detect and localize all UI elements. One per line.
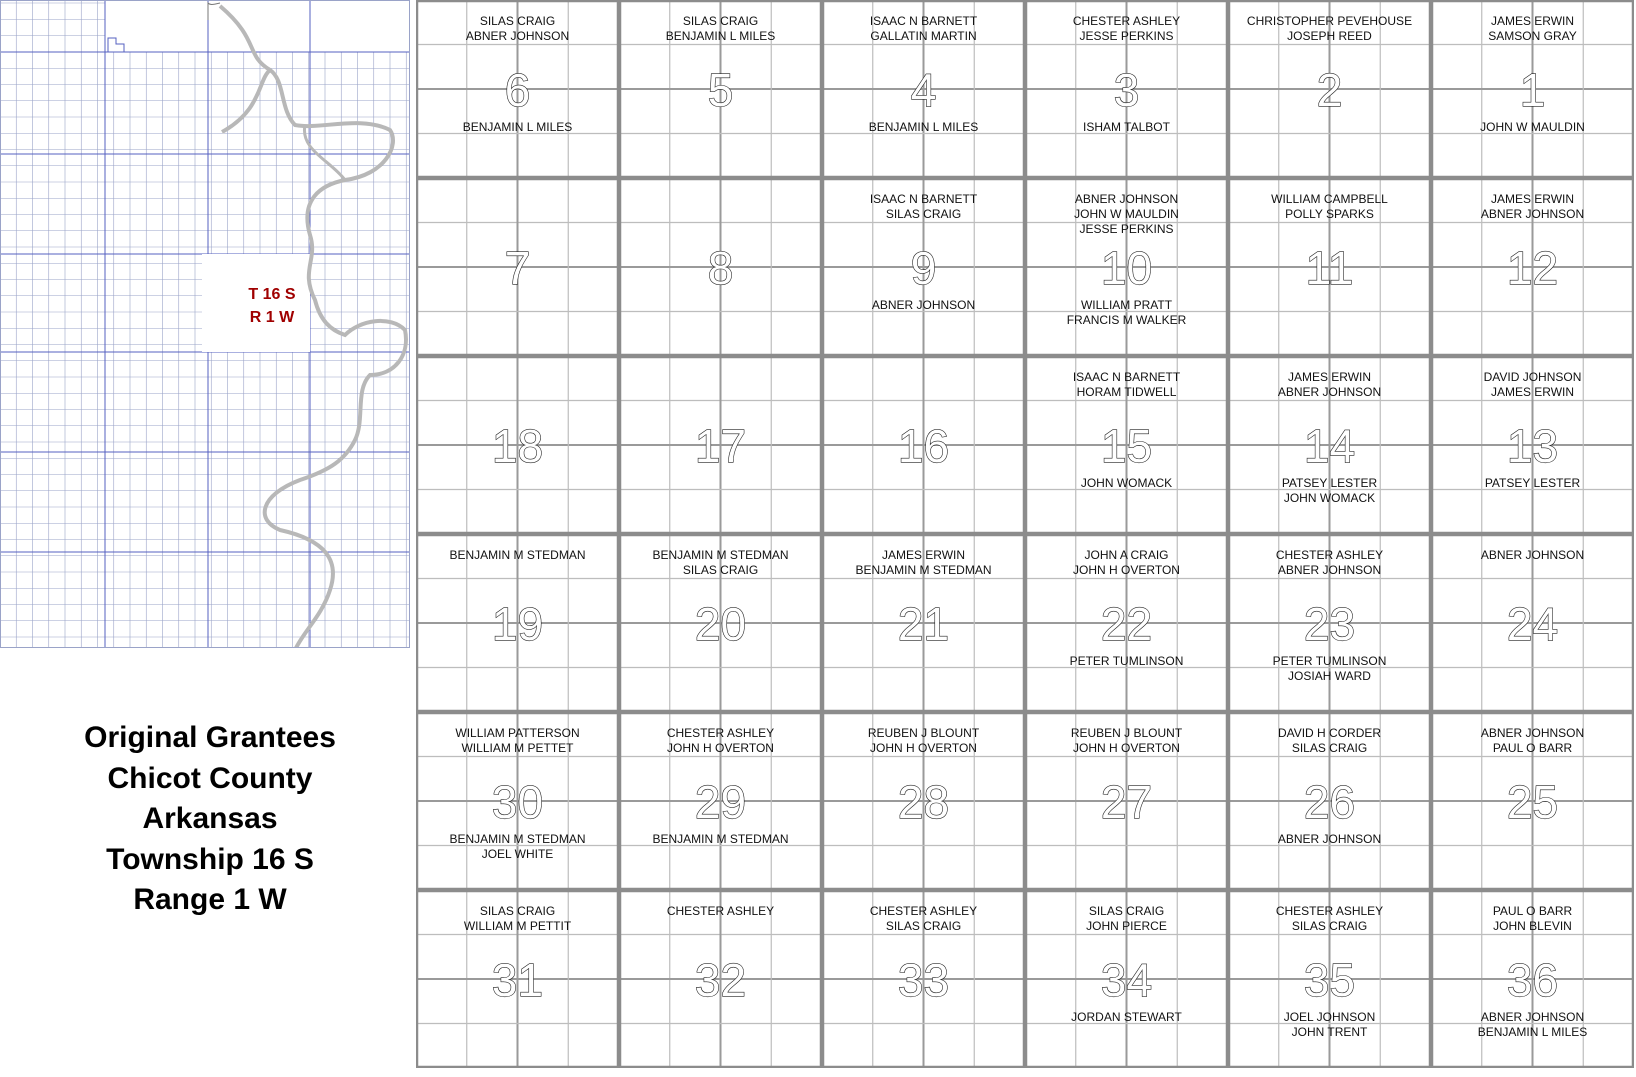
grantee-name: BENJAMIN M STEDMAN (855, 563, 992, 577)
section-number: 21 (897, 598, 950, 650)
grantee-names-top (619, 14, 822, 44)
section-17[interactable] (619, 356, 822, 534)
grantee-name: PATSEY LESTER (1484, 476, 1581, 490)
grantee-name: BENJAMIN M STEDMAN (652, 832, 789, 846)
grantee-names-top (1431, 726, 1634, 756)
grantee-names-bottom (1025, 298, 1228, 328)
boundary-notch (208, 3, 220, 20)
section-number: 32 (694, 954, 747, 1006)
section-20[interactable] (619, 534, 822, 712)
grantee-names-top (1025, 548, 1228, 578)
grantee-name: ABNER JOHNSON (1480, 726, 1585, 740)
grantee-name: BENJAMIN L MILES (462, 120, 573, 134)
section-number: 26 (1303, 776, 1356, 828)
grantee-name: JOHN H OVERTON (1073, 563, 1180, 577)
grantee-name: JOHN PIERCE (1086, 919, 1167, 933)
grantee-name: PETER TUMLINSON (1272, 654, 1387, 668)
section-number: 18 (491, 420, 544, 472)
section-number: 35 (1303, 954, 1356, 1006)
section-13[interactable] (1431, 356, 1634, 534)
grantee-name: SILAS CRAIG (885, 919, 962, 933)
section-number: 9 (910, 242, 937, 294)
grantee-name: SILAS CRAIG (1291, 919, 1368, 933)
section-18[interactable] (416, 356, 619, 534)
grantee-name: HORAM TIDWELL (1076, 385, 1177, 399)
grantee-name: PETER TUMLINSON (1069, 654, 1184, 668)
section-number: 7 (504, 242, 531, 294)
grantee-name: JOHN WOMACK (1080, 476, 1173, 490)
grantee-name: CHESTER ASHLEY (1072, 14, 1181, 28)
grantee-names-bottom (1431, 1010, 1634, 1040)
grantee-name: BENJAMIN L MILES (665, 29, 776, 43)
grantee-name: JOHN W MAULDIN (1480, 120, 1585, 134)
grantee-name: JAMES ERWIN (1490, 14, 1575, 28)
section-number: 10 (1100, 242, 1153, 294)
grantee-name: JOSEPH REED (1287, 29, 1372, 43)
grantee-name: JOSIAH WARD (1288, 669, 1371, 683)
section-number: 4 (910, 64, 937, 116)
grantee-name: ABNER JOHNSON (1480, 207, 1585, 221)
grantee-names-top (416, 726, 619, 756)
locator-notch (108, 38, 124, 52)
grantee-name: GALLATIN MARTIN (870, 29, 977, 43)
grantee-name: SILAS CRAIG (885, 207, 962, 221)
section-32[interactable] (619, 890, 822, 1068)
grantee-names-top (1025, 14, 1228, 44)
grantee-name: JAMES ERWIN (1490, 192, 1575, 206)
grantee-name: DAVID JOHNSON (1483, 370, 1582, 384)
grantee-names-bottom (1025, 120, 1228, 135)
grantee-names-bottom (822, 298, 1025, 313)
grantee-name: JOHN H OVERTON (667, 741, 774, 755)
grantee-name: JOEL WHITE (481, 847, 554, 861)
section-33[interactable] (822, 890, 1025, 1068)
grantee-name: WILLIAM PATTERSON (455, 726, 580, 740)
grantee-names-top (1228, 370, 1431, 400)
grantee-name: REUBEN J BLOUNT (1070, 726, 1183, 740)
grantee-names-bottom (822, 120, 1025, 135)
section-number: 6 (504, 64, 531, 116)
grantee-name: JOHN W MAULDIN (1074, 207, 1179, 221)
grantee-names-top (1025, 192, 1228, 237)
grantee-name: REUBEN J BLOUNT (867, 726, 980, 740)
grantee-name: DAVID H CORDER (1277, 726, 1382, 740)
section-number: 36 (1506, 954, 1559, 1006)
section-number: 19 (491, 598, 544, 650)
section-35[interactable] (1228, 890, 1431, 1068)
grantee-name: JOHN BLEVIN (1493, 919, 1572, 933)
section-3[interactable] (1025, 0, 1228, 178)
grantee-name: ABNER JOHNSON (1277, 563, 1382, 577)
section-9[interactable] (822, 178, 1025, 356)
grantee-name: ABNER JOHNSON (465, 29, 570, 43)
section-number: 33 (897, 954, 950, 1006)
grantee-name: JOHN WOMACK (1283, 491, 1376, 505)
title-line: Original Grantees (84, 721, 336, 754)
title-line: Range 1 W (133, 883, 287, 916)
section-21[interactable] (822, 534, 1025, 712)
grantee-names-top (1228, 726, 1431, 756)
grantee-names-top (1228, 548, 1431, 578)
section-31[interactable] (416, 890, 619, 1068)
grantee-names-bottom (1228, 476, 1431, 506)
section-29[interactable] (619, 712, 822, 890)
grantee-names-top (822, 14, 1025, 44)
grantee-name: JOEL JOHNSON (1283, 1010, 1376, 1024)
section-number: 1 (1519, 64, 1546, 116)
section-36[interactable] (1431, 890, 1634, 1068)
grantee-names-top (822, 192, 1025, 222)
grantee-name: JOHN TRENT (1291, 1025, 1368, 1039)
grantee-name: ABNER JOHNSON (1074, 192, 1179, 206)
grantee-name: JOHN H OVERTON (870, 741, 977, 755)
grantee-name: CHESTER ASHLEY (666, 904, 775, 918)
section-15[interactable] (1025, 356, 1228, 534)
grantee-name: JOHN H OVERTON (1073, 741, 1180, 755)
section-34[interactable] (1025, 890, 1228, 1068)
grantee-names-bottom (1025, 1010, 1228, 1025)
section-7[interactable] (416, 178, 619, 356)
grantee-names-top (619, 726, 822, 756)
grantee-names-bottom (1431, 120, 1634, 135)
grantee-names-top (822, 904, 1025, 934)
section-16[interactable] (822, 356, 1025, 534)
grantee-name: JAMES ERWIN (1490, 385, 1575, 399)
grantee-name: ISAAC N BARNETT (869, 14, 978, 28)
grantee-name: CHESTER ASHLEY (1275, 904, 1384, 918)
grantee-names-top (416, 14, 619, 44)
grantee-names-top (1431, 14, 1634, 44)
grantee-name: SILAS CRAIG (1291, 741, 1368, 755)
section-30[interactable] (416, 712, 619, 890)
grantee-name: ABNER JOHNSON (1480, 548, 1585, 562)
section-number: 23 (1303, 598, 1356, 650)
grantee-names-top (1228, 904, 1431, 934)
grantee-names-bottom (619, 832, 822, 847)
grantee-name: ISHAM TALBOT (1083, 120, 1170, 134)
section-4[interactable] (822, 0, 1025, 178)
grantee-name: PATSEY LESTER (1281, 476, 1378, 490)
section-12[interactable] (1431, 178, 1634, 356)
section-number: 2 (1316, 64, 1343, 116)
grantee-name: SILAS CRAIG (682, 14, 759, 28)
grantee-name: PAUL O BARR (1492, 904, 1573, 918)
section-14[interactable] (1228, 356, 1431, 534)
grantee-name: JESSE PERKINS (1079, 29, 1174, 43)
grantee-names-bottom (1228, 832, 1431, 847)
grantee-name: SILAS CRAIG (682, 563, 759, 577)
grantee-name: BENJAMIN L MILES (1477, 1025, 1588, 1039)
section-number: 17 (694, 420, 747, 472)
grantee-name: BENJAMIN L MILES (868, 120, 979, 134)
grantee-names-top (1228, 14, 1431, 44)
section-number: 28 (897, 776, 950, 828)
title-line: Chicot County (107, 761, 313, 795)
grantee-name: JESSE PERKINS (1079, 222, 1174, 236)
section-1[interactable] (1431, 0, 1634, 178)
section-number: 24 (1506, 598, 1559, 650)
section-6[interactable] (416, 0, 619, 178)
grantee-name: BENJAMIN M STEDMAN (652, 548, 789, 562)
grantee-names-top (416, 904, 619, 934)
grantee-names-bottom (1025, 476, 1228, 491)
grantee-name: SILAS CRAIG (479, 14, 556, 28)
grantee-names-top (1228, 192, 1431, 222)
grantee-name: CHESTER ASHLEY (869, 904, 978, 918)
section-2[interactable] (1228, 0, 1431, 178)
grantee-name: ABNER JOHNSON (1277, 832, 1382, 846)
grantee-names-top (1431, 904, 1634, 934)
grantee-names-bottom (1228, 654, 1431, 684)
grantee-names-bottom (1228, 1010, 1431, 1040)
section-number: 15 (1100, 420, 1153, 472)
grantee-name: ISAAC N BARNETT (1072, 370, 1181, 384)
grantee-name: JAMES ERWIN (881, 548, 966, 562)
section-26[interactable] (1228, 712, 1431, 890)
section-23[interactable] (1228, 534, 1431, 712)
section-number: 14 (1303, 420, 1356, 472)
locator-map (0, 0, 410, 648)
grantee-name: CHESTER ASHLEY (1275, 548, 1384, 562)
grantee-names-top (416, 548, 619, 563)
section-number: 8 (707, 242, 734, 294)
grantee-name: JOHN A CRAIG (1084, 548, 1169, 562)
grantee-names-top (1025, 904, 1228, 934)
grantee-names-top (1431, 192, 1634, 222)
range-label: R 1 W (249, 309, 295, 326)
grantee-names-bottom (416, 120, 619, 135)
grantee-name: SILAS CRAIG (1088, 904, 1165, 918)
section-number: 5 (707, 64, 734, 116)
section-28[interactable] (822, 712, 1025, 890)
grantee-name: POLLY SPARKS (1285, 207, 1374, 221)
grantee-name: ABNER JOHNSON (1480, 1010, 1585, 1024)
section-19[interactable] (416, 534, 619, 712)
grantee-name: ABNER JOHNSON (1277, 385, 1382, 399)
title-line: Arkansas (142, 802, 278, 835)
section-number: 30 (491, 776, 544, 828)
grantee-names-top (822, 726, 1025, 756)
map-title (40, 718, 380, 921)
grantee-names-bottom (1025, 654, 1228, 669)
section-number: 20 (694, 598, 747, 650)
grantee-names-top (619, 548, 822, 578)
section-number: 13 (1506, 420, 1559, 472)
grantee-names-top (1431, 370, 1634, 400)
section-11[interactable] (1228, 178, 1431, 356)
section-number: 31 (491, 954, 544, 1006)
township-label: T 16 S (248, 286, 296, 303)
grantee-name: FRANCIS M WALKER (1066, 313, 1187, 327)
grantee-name: JAMES ERWIN (1287, 370, 1372, 384)
grantee-name: BENJAMIN M STEDMAN (449, 548, 586, 562)
grantee-names-top (1025, 726, 1228, 756)
grantee-names-top (1431, 548, 1634, 563)
section-number: 3 (1113, 64, 1140, 116)
grantee-names-top (822, 548, 1025, 578)
grantee-name: CHESTER ASHLEY (666, 726, 775, 740)
section-10[interactable] (1025, 178, 1228, 356)
section-5[interactable] (619, 0, 822, 178)
township-grid (416, 0, 1636, 1077)
section-24[interactable] (1431, 534, 1634, 712)
section-number: 27 (1100, 776, 1153, 828)
grantee-names-bottom (416, 832, 619, 862)
section-number: 22 (1100, 598, 1153, 650)
section-22[interactable] (1025, 534, 1228, 712)
grantee-name: WILLIAM PRATT (1080, 298, 1173, 312)
grantee-name: JORDAN STEWART (1071, 1010, 1182, 1024)
section-number: 25 (1506, 776, 1559, 828)
grantee-name: WILLIAM M PETTET (461, 741, 574, 755)
section-number: 34 (1100, 954, 1153, 1006)
section-8[interactable] (619, 178, 822, 356)
section-number: 16 (897, 420, 950, 472)
section-number: 29 (694, 776, 747, 828)
title-line: Township 16 S (106, 842, 314, 876)
grantee-name: ISAAC N BARNETT (869, 192, 978, 206)
grantee-name: WILLIAM M PETTIT (463, 919, 572, 933)
grantee-name: SILAS CRAIG (479, 904, 556, 918)
grantee-names-top (1025, 370, 1228, 400)
grantee-name: CHRISTOPHER PEVEHOUSE (1246, 14, 1413, 28)
grantee-names-bottom (1431, 476, 1634, 491)
section-number: 12 (1506, 242, 1559, 294)
section-number: 11 (1305, 242, 1354, 294)
grantee-name: PAUL O BARR (1492, 741, 1573, 755)
grantee-names-top (619, 904, 822, 919)
locator-map-graphic (0, 0, 410, 648)
section-27[interactable] (1025, 712, 1228, 890)
grantee-name: SAMSON GRAY (1488, 29, 1577, 43)
grantee-name: WILLIAM CAMPBELL (1271, 192, 1388, 206)
grantee-name: BENJAMIN M STEDMAN (449, 832, 586, 846)
section-25[interactable] (1431, 712, 1634, 890)
grantee-name: ABNER JOHNSON (871, 298, 976, 312)
